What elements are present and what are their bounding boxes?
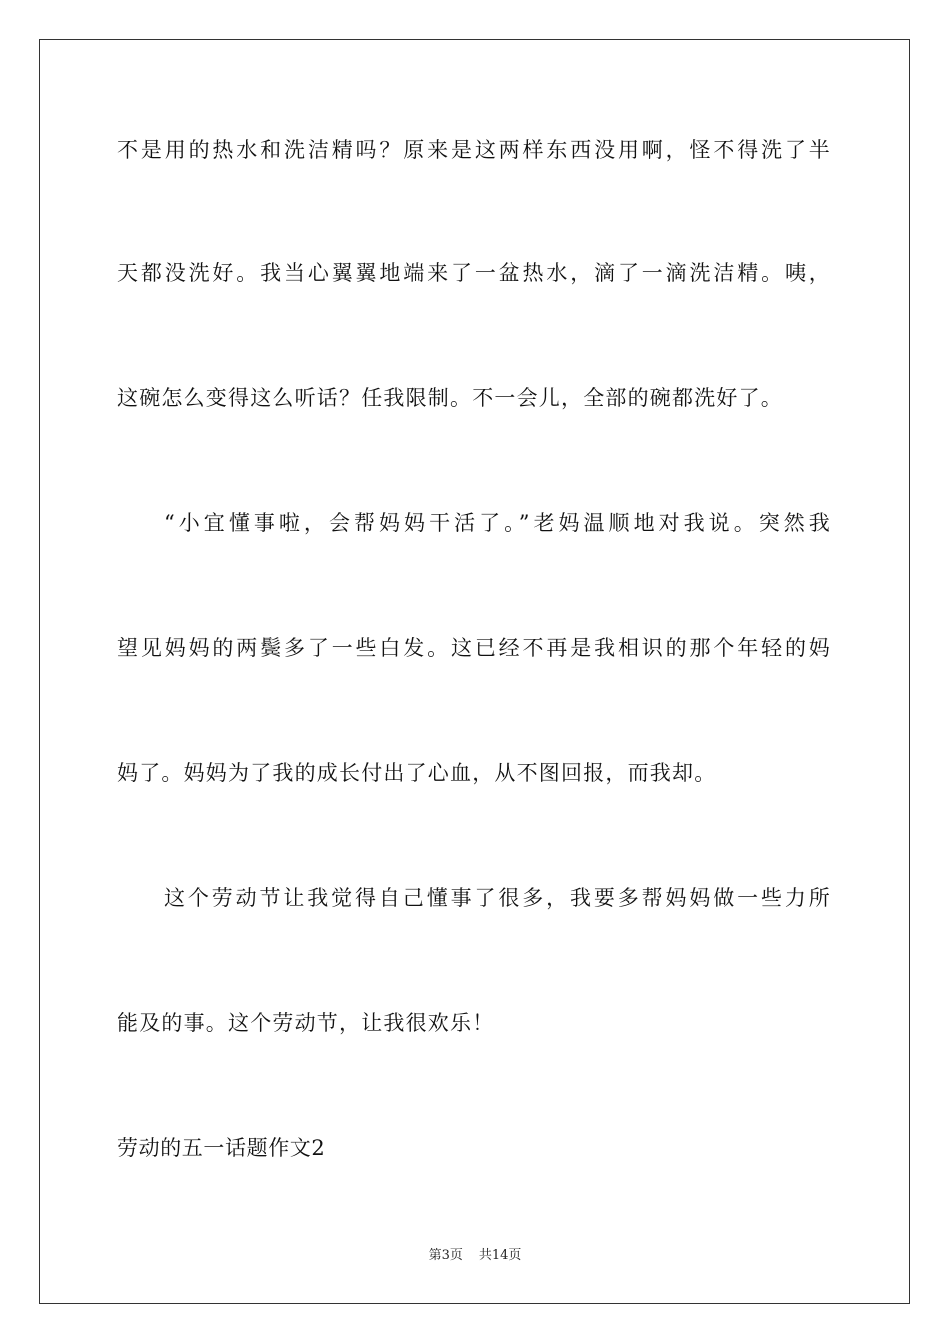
body-line-7: 这个劳动节让我觉得自己懂事了很多，我要多帮妈妈做一些力所: [164, 886, 831, 910]
section-heading: 劳动的五一话题作文2: [117, 1136, 326, 1160]
page-frame: [39, 39, 910, 1304]
body-line-3: 这碗怎么变得这么听话？任我限制。不一会儿，全部的碗都洗好了。: [117, 386, 783, 410]
total-pages: 共14页: [478, 1248, 522, 1263]
body-line-2: 天都没洗好。我当心翼翼地端来了一盆热水，滴了一滴洗洁精。咦，: [117, 261, 831, 285]
body-line-6: 妈了。妈妈为了我的成长付出了心血，从不图回报，而我却。: [117, 761, 717, 785]
body-line-8: 能及的事。这个劳动节，让我很欢乐！: [117, 1011, 495, 1035]
page-footer: [0, 1248, 950, 1264]
body-line-4: “小宜懂事啦，会帮妈妈干活了。”老妈温顺地对我说。突然我: [164, 511, 831, 535]
body-line-5: 望见妈妈的两鬓多了一些白发。这已经不再是我相识的那个年轻的妈: [117, 636, 831, 660]
body-line-1: 不是用的热水和洗洁精吗？原来是这两样东西没用啊，怪不得洗了半: [117, 138, 831, 162]
page-number: 第3页: [428, 1248, 463, 1263]
